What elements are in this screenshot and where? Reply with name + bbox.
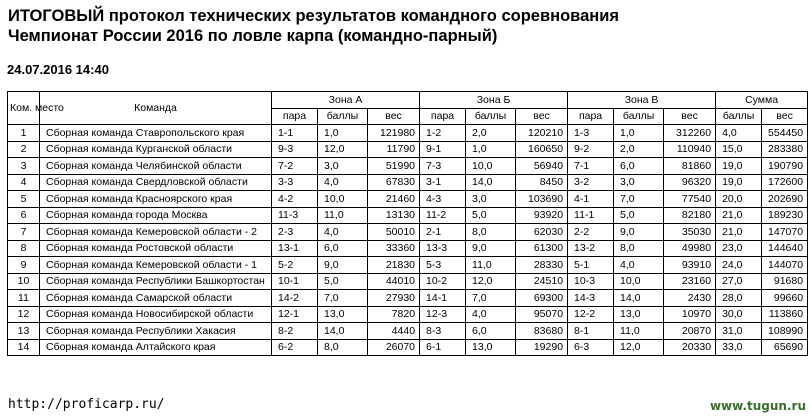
- cell-place: 11: [8, 290, 40, 307]
- cell-sum-weight: 554450: [762, 125, 808, 142]
- cell-zone-b-weight: 24510: [516, 273, 568, 290]
- cell-zone-a-points: 6,0: [318, 240, 368, 257]
- cell-zone-a-points: 11,0: [318, 207, 368, 224]
- header-team: Команда: [40, 92, 272, 125]
- cell-zone-a-pair: 12-1: [272, 306, 318, 323]
- table-row: [8, 306, 808, 323]
- cell-zone-b-weight: 62030: [516, 224, 568, 241]
- cell-zone-a-points: 7,0: [318, 290, 368, 307]
- cell-team: Сборная команда Кемеровской области - 1: [40, 257, 272, 274]
- cell-zone-a-points: 3,0: [318, 158, 368, 175]
- table-row: [8, 339, 808, 356]
- document-title: [8, 6, 619, 46]
- table-row: [8, 141, 808, 158]
- cell-zone-v-pair: 5-1: [568, 257, 614, 274]
- cell-zone-a-points: 1,0: [318, 125, 368, 142]
- cell-zone-b-points: 14,0: [466, 174, 516, 191]
- cell-zone-b-pair: 12-3: [420, 306, 466, 323]
- watermark-url: www.tugun.ru: [709, 399, 806, 413]
- cell-team: Сборная команда Ставропольского края: [40, 125, 272, 142]
- table-row: [8, 191, 808, 208]
- header-v-pair: пара: [568, 108, 614, 125]
- cell-zone-a-pair: 1-1: [272, 125, 318, 142]
- cell-zone-v-pair: 1-3: [568, 125, 614, 142]
- cell-zone-b-weight: 93920: [516, 207, 568, 224]
- results-table: [7, 91, 808, 356]
- cell-zone-v-points: 12,0: [614, 339, 664, 356]
- cell-zone-b-weight: 95070: [516, 306, 568, 323]
- cell-zone-a-pair: 14-2: [272, 290, 318, 307]
- cell-zone-a-pair: 13-1: [272, 240, 318, 257]
- cell-team: Сборная команда Кемеровской области - 2: [40, 224, 272, 241]
- cell-sum-weight: 144070: [762, 257, 808, 274]
- cell-zone-a-weight: 26070: [368, 339, 420, 356]
- cell-sum-points: 20,0: [716, 191, 762, 208]
- cell-zone-v-pair: 14-3: [568, 290, 614, 307]
- header-v-weight: вес: [664, 108, 716, 125]
- cell-team: Сборная команда Республики Хакасия: [40, 323, 272, 340]
- cell-zone-v-weight: 81860: [664, 158, 716, 175]
- results-body: [8, 125, 808, 356]
- cell-zone-v-pair: 8-1: [568, 323, 614, 340]
- cell-zone-v-weight: 20330: [664, 339, 716, 356]
- cell-zone-a-weight: 67830: [368, 174, 420, 191]
- title-line-1: ИТОГОВЫЙ протокол технических результатов командного соревнования: [8, 7, 619, 25]
- cell-zone-v-pair: 4-1: [568, 191, 614, 208]
- header-b-points: баллы: [466, 108, 516, 125]
- cell-zone-v-points: 5,0: [614, 207, 664, 224]
- cell-zone-v-pair: 3-2: [568, 174, 614, 191]
- cell-zone-b-points: 4,0: [466, 306, 516, 323]
- cell-zone-a-weight: 27930: [368, 290, 420, 307]
- header-zone-b: Зона Б: [420, 92, 568, 109]
- cell-zone-a-pair: 4-2: [272, 191, 318, 208]
- cell-zone-v-points: 1,0: [614, 125, 664, 142]
- cell-zone-b-weight: 61300: [516, 240, 568, 257]
- cell-sum-weight: 172600: [762, 174, 808, 191]
- cell-zone-b-points: 2,0: [466, 125, 516, 142]
- cell-zone-b-points: 8,0: [466, 224, 516, 241]
- cell-zone-a-points: 4,0: [318, 174, 368, 191]
- cell-zone-b-points: 9,0: [466, 240, 516, 257]
- cell-zone-v-points: 3,0: [614, 174, 664, 191]
- cell-zone-b-pair: 13-3: [420, 240, 466, 257]
- cell-place: 3: [8, 158, 40, 175]
- cell-team: Сборная команда Ростовской области: [40, 240, 272, 257]
- cell-zone-b-weight: 19290: [516, 339, 568, 356]
- cell-zone-a-pair: 6-2: [272, 339, 318, 356]
- cell-zone-v-points: 13,0: [614, 306, 664, 323]
- cell-zone-b-points: 13,0: [466, 339, 516, 356]
- cell-zone-b-pair: 10-2: [420, 273, 466, 290]
- cell-zone-v-weight: 20870: [664, 323, 716, 340]
- cell-zone-b-weight: 8450: [516, 174, 568, 191]
- cell-zone-v-weight: 82180: [664, 207, 716, 224]
- cell-place: 12: [8, 306, 40, 323]
- cell-place: 4: [8, 174, 40, 191]
- cell-zone-a-pair: 9-3: [272, 141, 318, 158]
- cell-sum-points: 28,0: [716, 290, 762, 307]
- header-sum-weight: вес: [762, 108, 808, 125]
- cell-place: 6: [8, 207, 40, 224]
- cell-sum-weight: 99660: [762, 290, 808, 307]
- cell-zone-v-pair: 2-2: [568, 224, 614, 241]
- cell-zone-b-points: 12,0: [466, 273, 516, 290]
- cell-place: 2: [8, 141, 40, 158]
- cell-zone-v-points: 6,0: [614, 158, 664, 175]
- cell-team: Сборная команда города Москва: [40, 207, 272, 224]
- cell-team: Сборная команда Курганской области: [40, 141, 272, 158]
- cell-zone-a-points: 10,0: [318, 191, 368, 208]
- cell-zone-v-weight: 2430: [664, 290, 716, 307]
- table-row: [8, 224, 808, 241]
- cell-zone-b-points: 7,0: [466, 290, 516, 307]
- cell-sum-weight: 190790: [762, 158, 808, 175]
- cell-zone-v-points: 14,0: [614, 290, 664, 307]
- cell-zone-v-pair: 10-3: [568, 273, 614, 290]
- cell-sum-weight: 144640: [762, 240, 808, 257]
- cell-place: 7: [8, 224, 40, 241]
- cell-sum-points: 33,0: [716, 339, 762, 356]
- cell-zone-b-pair: 1-2: [420, 125, 466, 142]
- cell-zone-b-points: 6,0: [466, 323, 516, 340]
- cell-sum-points: 15,0: [716, 141, 762, 158]
- cell-place: 1: [8, 125, 40, 142]
- header-row-top: [8, 92, 808, 109]
- table-row: [8, 290, 808, 307]
- cell-zone-a-weight: 44010: [368, 273, 420, 290]
- cell-zone-v-points: 9,0: [614, 224, 664, 241]
- cell-place: 13: [8, 323, 40, 340]
- cell-zone-v-weight: 23160: [664, 273, 716, 290]
- cell-zone-v-points: 10,0: [614, 273, 664, 290]
- cell-sum-points: 21,0: [716, 207, 762, 224]
- cell-zone-b-points: 3,0: [466, 191, 516, 208]
- cell-sum-points: 24,0: [716, 257, 762, 274]
- cell-zone-v-points: 7,0: [614, 191, 664, 208]
- header-b-weight: вес: [516, 108, 568, 125]
- cell-team: Сборная команда Республики Башкортостан: [40, 273, 272, 290]
- cell-zone-b-pair: 7-3: [420, 158, 466, 175]
- cell-zone-b-weight: 120210: [516, 125, 568, 142]
- cell-zone-a-pair: 7-2: [272, 158, 318, 175]
- cell-zone-b-pair: 14-1: [420, 290, 466, 307]
- cell-team: Сборная команда Челябинской области: [40, 158, 272, 175]
- cell-zone-b-pair: 11-2: [420, 207, 466, 224]
- cell-zone-v-pair: 12-2: [568, 306, 614, 323]
- cell-zone-a-points: 8,0: [318, 339, 368, 356]
- cell-zone-a-points: 5,0: [318, 273, 368, 290]
- cell-zone-b-points: 1,0: [466, 141, 516, 158]
- cell-zone-b-points: 10,0: [466, 158, 516, 175]
- cell-team: Сборная команда Свердловской области: [40, 174, 272, 191]
- cell-zone-v-points: 11,0: [614, 323, 664, 340]
- cell-sum-weight: 91680: [762, 273, 808, 290]
- cell-zone-a-points: 9,0: [318, 257, 368, 274]
- cell-zone-b-pair: 2-1: [420, 224, 466, 241]
- cell-zone-a-pair: 2-3: [272, 224, 318, 241]
- cell-sum-weight: 283380: [762, 141, 808, 158]
- cell-place: 10: [8, 273, 40, 290]
- header-sum: Сумма: [716, 92, 808, 109]
- cell-zone-v-pair: 9-2: [568, 141, 614, 158]
- cell-zone-v-weight: 93910: [664, 257, 716, 274]
- cell-zone-a-weight: 21460: [368, 191, 420, 208]
- cell-sum-points: 19,0: [716, 174, 762, 191]
- footer-source-url[interactable]: http://proficarp.ru/: [8, 397, 165, 412]
- cell-zone-a-points: 13,0: [318, 306, 368, 323]
- cell-zone-b-pair: 4-3: [420, 191, 466, 208]
- cell-zone-a-weight: 4440: [368, 323, 420, 340]
- cell-sum-weight: 65690: [762, 339, 808, 356]
- cell-zone-b-pair: 8-3: [420, 323, 466, 340]
- cell-zone-b-weight: 28330: [516, 257, 568, 274]
- cell-zone-a-pair: 5-2: [272, 257, 318, 274]
- cell-zone-b-weight: 56940: [516, 158, 568, 175]
- header-v-points: баллы: [614, 108, 664, 125]
- cell-zone-v-pair: 13-2: [568, 240, 614, 257]
- cell-zone-v-weight: 77540: [664, 191, 716, 208]
- header-a-points: баллы: [318, 108, 368, 125]
- cell-sum-weight: 202690: [762, 191, 808, 208]
- cell-zone-a-weight: 33360: [368, 240, 420, 257]
- cell-zone-b-weight: 160650: [516, 141, 568, 158]
- cell-team: Сборная команда Новосибирской области: [40, 306, 272, 323]
- cell-zone-a-weight: 51990: [368, 158, 420, 175]
- cell-zone-a-weight: 11790: [368, 141, 420, 158]
- cell-zone-b-pair: 3-1: [420, 174, 466, 191]
- table-row: [8, 323, 808, 340]
- cell-sum-points: 27,0: [716, 273, 762, 290]
- cell-place: 14: [8, 339, 40, 356]
- cell-zone-a-weight: 13130: [368, 207, 420, 224]
- cell-place: 8: [8, 240, 40, 257]
- cell-zone-v-pair: 7-1: [568, 158, 614, 175]
- cell-zone-a-weight: 121980: [368, 125, 420, 142]
- header-a-pair: пара: [272, 108, 318, 125]
- table-row: [8, 207, 808, 224]
- cell-sum-weight: 147070: [762, 224, 808, 241]
- cell-team: Сборная команда Алтайского края: [40, 339, 272, 356]
- cell-zone-a-pair: 10-1: [272, 273, 318, 290]
- cell-zone-a-pair: 3-3: [272, 174, 318, 191]
- cell-zone-v-weight: 49980: [664, 240, 716, 257]
- cell-zone-b-weight: 103690: [516, 191, 568, 208]
- cell-zone-v-points: 2,0: [614, 141, 664, 158]
- header-a-weight: вес: [368, 108, 420, 125]
- cell-zone-v-pair: 11-1: [568, 207, 614, 224]
- cell-sum-points: 19,0: [716, 158, 762, 175]
- cell-zone-a-pair: 11-3: [272, 207, 318, 224]
- table-row: [8, 273, 808, 290]
- title-line-2: Чемпионат России 2016 по ловле карпа (командно-парный): [8, 27, 498, 45]
- cell-zone-a-points: 12,0: [318, 141, 368, 158]
- header-zone-v: Зона В: [568, 92, 716, 109]
- cell-sum-weight: 189230: [762, 207, 808, 224]
- cell-sum-weight: 108990: [762, 323, 808, 340]
- cell-zone-b-weight: 83680: [516, 323, 568, 340]
- cell-zone-a-weight: 50010: [368, 224, 420, 241]
- table-row: [8, 174, 808, 191]
- cell-zone-v-points: 4,0: [614, 257, 664, 274]
- cell-zone-a-points: 14,0: [318, 323, 368, 340]
- cell-sum-points: 23,0: [716, 240, 762, 257]
- cell-zone-v-pair: 6-3: [568, 339, 614, 356]
- cell-sum-points: 21,0: [716, 224, 762, 241]
- cell-place: 5: [8, 191, 40, 208]
- cell-zone-v-weight: 35030: [664, 224, 716, 241]
- cell-sum-weight: 113860: [762, 306, 808, 323]
- header-sum-points: баллы: [716, 108, 762, 125]
- header-zone-a: Зона А: [272, 92, 420, 109]
- header-b-pair: пара: [420, 108, 466, 125]
- cell-zone-v-weight: 110940: [664, 141, 716, 158]
- protocol-date: 24.07.2016 14:40: [7, 62, 109, 77]
- table-row: [8, 240, 808, 257]
- cell-zone-a-weight: 7820: [368, 306, 420, 323]
- cell-team: Сборная команда Самарской области: [40, 290, 272, 307]
- table-row: [8, 125, 808, 142]
- cell-sum-points: 31,0: [716, 323, 762, 340]
- cell-zone-v-weight: 312260: [664, 125, 716, 142]
- cell-sum-points: 30,0: [716, 306, 762, 323]
- cell-zone-b-pair: 5-3: [420, 257, 466, 274]
- cell-zone-a-weight: 21830: [368, 257, 420, 274]
- cell-zone-v-weight: 96320: [664, 174, 716, 191]
- cell-zone-b-points: 11,0: [466, 257, 516, 274]
- cell-zone-b-weight: 69300: [516, 290, 568, 307]
- table-row: [8, 158, 808, 175]
- cell-zone-v-points: 8,0: [614, 240, 664, 257]
- cell-sum-points: 4,0: [716, 125, 762, 142]
- cell-zone-b-points: 5,0: [466, 207, 516, 224]
- header-place: Ком. место: [8, 92, 40, 125]
- cell-zone-a-points: 4,0: [318, 224, 368, 241]
- cell-zone-a-pair: 8-2: [272, 323, 318, 340]
- cell-place: 9: [8, 257, 40, 274]
- table-row: [8, 257, 808, 274]
- cell-zone-b-pair: 6-1: [420, 339, 466, 356]
- cell-team: Сборная команда Красноярского края: [40, 191, 272, 208]
- cell-zone-b-pair: 9-1: [420, 141, 466, 158]
- cell-zone-v-weight: 10970: [664, 306, 716, 323]
